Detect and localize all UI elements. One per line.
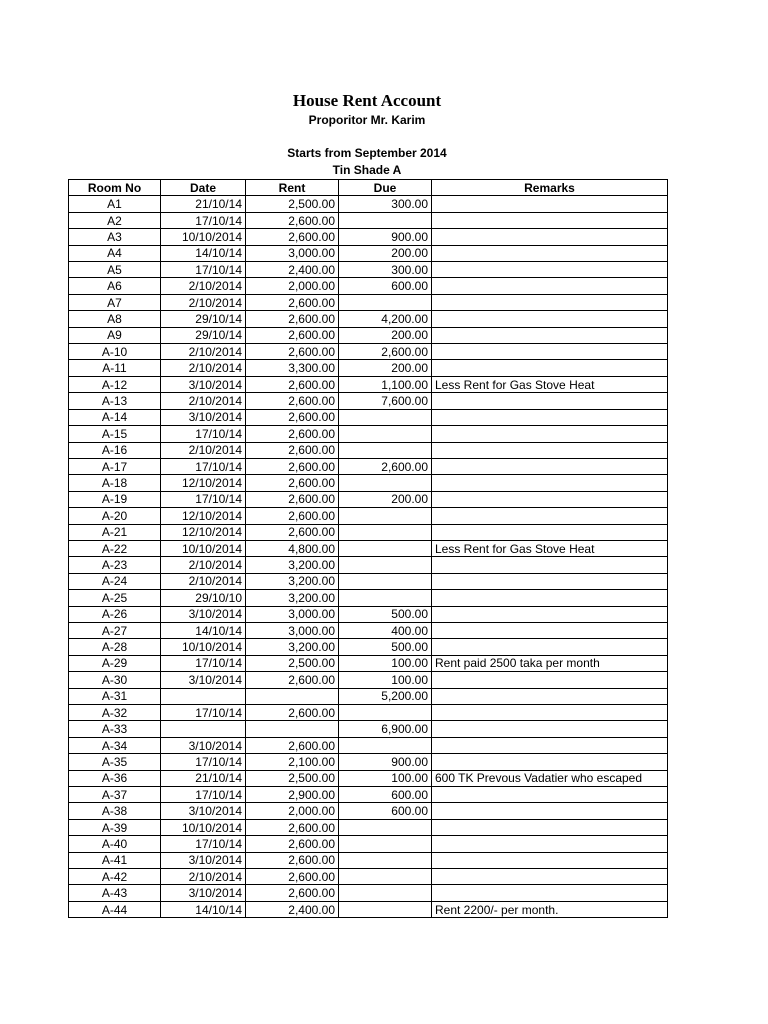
remarks-cell (432, 688, 668, 704)
room-no-cell: A-23 (69, 557, 161, 573)
table-row (69, 426, 668, 442)
rent-cell: 3,200.00 (246, 639, 339, 655)
due-cell (339, 442, 432, 458)
due-cell: 400.00 (339, 622, 432, 638)
rent-cell: 2,600.00 (246, 376, 339, 392)
table-row (69, 491, 668, 507)
due-cell (339, 508, 432, 524)
date-cell: 21/10/14 (161, 196, 246, 212)
remarks-cell: Rent paid 2500 taka per month (432, 655, 668, 671)
remarks-cell (432, 737, 668, 753)
room-no-cell: A-34 (69, 737, 161, 753)
rent-cell: 2,600.00 (246, 869, 339, 885)
room-no-cell: A4 (69, 245, 161, 261)
room-no-cell: A9 (69, 327, 161, 343)
remarks-cell (432, 787, 668, 803)
due-cell: 4,200.00 (339, 311, 432, 327)
document-title: House Rent Account (292, 91, 442, 110)
table-row (69, 475, 668, 491)
table-row (69, 590, 668, 606)
remarks-cell (432, 262, 668, 278)
table-row (69, 688, 668, 704)
rent-cell: 2,600.00 (246, 885, 339, 901)
due-cell: 600.00 (339, 278, 432, 294)
date-cell: 3/10/2014 (161, 672, 246, 688)
due-cell: 200.00 (339, 491, 432, 507)
rent-cell: 2,600.00 (246, 327, 339, 343)
date-cell: 2/10/2014 (161, 294, 246, 310)
due-cell: 900.00 (339, 229, 432, 245)
table-row (69, 245, 668, 261)
due-cell (339, 409, 432, 425)
date-cell: 17/10/14 (161, 787, 246, 803)
date-cell: 17/10/14 (161, 458, 246, 474)
remarks-cell (432, 508, 668, 524)
due-cell (339, 212, 432, 228)
rent-cell: 2,600.00 (246, 409, 339, 425)
due-cell: 2,600.00 (339, 344, 432, 360)
room-no-cell: A-43 (69, 885, 161, 901)
remarks-cell (432, 672, 668, 688)
due-cell: 500.00 (339, 639, 432, 655)
date-cell: 17/10/14 (161, 655, 246, 671)
rent-cell: 2,600.00 (246, 442, 339, 458)
room-no-cell: A3 (69, 229, 161, 245)
table-row (69, 754, 668, 770)
date-cell: 10/10/2014 (161, 229, 246, 245)
remarks-cell (432, 475, 668, 491)
due-cell (339, 590, 432, 606)
table-row (69, 294, 668, 310)
table-row (69, 819, 668, 835)
due-cell: 600.00 (339, 803, 432, 819)
start-date-line: Starts from September 2014 (287, 146, 447, 160)
remarks-cell (432, 278, 668, 294)
column-header-room-no: Room No (69, 180, 161, 196)
due-cell (339, 475, 432, 491)
remarks-cell (432, 721, 668, 737)
remarks-cell (432, 311, 668, 327)
due-cell (339, 819, 432, 835)
rent-cell: 2,600.00 (246, 491, 339, 507)
remarks-cell (432, 458, 668, 474)
room-no-cell: A-35 (69, 754, 161, 770)
due-cell (339, 524, 432, 540)
table-row (69, 262, 668, 278)
remarks-cell (432, 491, 668, 507)
table-row (69, 508, 668, 524)
rent-cell: 2,000.00 (246, 278, 339, 294)
room-no-cell: A-25 (69, 590, 161, 606)
table-row (69, 639, 668, 655)
room-no-cell: A-14 (69, 409, 161, 425)
date-cell: 2/10/2014 (161, 442, 246, 458)
table-row (69, 409, 668, 425)
table-row (69, 606, 668, 622)
due-cell: 500.00 (339, 606, 432, 622)
room-no-cell: A-12 (69, 376, 161, 392)
due-cell: 100.00 (339, 655, 432, 671)
room-no-cell: A-17 (69, 458, 161, 474)
table-row (69, 458, 668, 474)
rent-cell: 2,600.00 (246, 311, 339, 327)
room-no-cell: A-22 (69, 540, 161, 556)
remarks-cell (432, 426, 668, 442)
date-cell: 10/10/2014 (161, 540, 246, 556)
remarks-cell (432, 344, 668, 360)
column-header-remarks: Remarks (432, 180, 668, 196)
room-no-cell: A-39 (69, 819, 161, 835)
remarks-cell: Less Rent for Gas Stove Heat (432, 540, 668, 556)
room-no-cell: A8 (69, 311, 161, 327)
room-no-cell: A-36 (69, 770, 161, 786)
due-cell: 100.00 (339, 770, 432, 786)
remarks-cell (432, 524, 668, 540)
rent-cell: 2,100.00 (246, 754, 339, 770)
remarks-cell (432, 606, 668, 622)
room-no-cell: A-40 (69, 836, 161, 852)
room-no-cell: A5 (69, 262, 161, 278)
remarks-cell (432, 573, 668, 589)
due-cell (339, 573, 432, 589)
remarks-cell (432, 442, 668, 458)
date-cell: 14/10/14 (161, 622, 246, 638)
table-row (69, 705, 668, 721)
rent-cell: 2,600.00 (246, 229, 339, 245)
remarks-cell (432, 869, 668, 885)
table-row (69, 672, 668, 688)
rent-cell: 2,400.00 (246, 262, 339, 278)
room-no-cell: A-32 (69, 705, 161, 721)
remarks-cell (432, 212, 668, 228)
rent-cell: 3,000.00 (246, 606, 339, 622)
table-row (69, 229, 668, 245)
rent-cell: 2,600.00 (246, 524, 339, 540)
header-row (69, 180, 668, 196)
table-row (69, 869, 668, 885)
date-cell: 17/10/14 (161, 212, 246, 228)
remarks-cell: Less Rent for Gas Stove Heat (432, 376, 668, 392)
date-cell: 3/10/2014 (161, 852, 246, 868)
room-no-cell: A-33 (69, 721, 161, 737)
date-cell: 12/10/2014 (161, 524, 246, 540)
date-cell: 3/10/2014 (161, 737, 246, 753)
room-no-cell: A-18 (69, 475, 161, 491)
room-no-cell: A-16 (69, 442, 161, 458)
table-row (69, 901, 668, 917)
date-cell: 2/10/2014 (161, 573, 246, 589)
table-row (69, 573, 668, 589)
remarks-cell (432, 196, 668, 212)
date-cell: 29/10/10 (161, 590, 246, 606)
room-no-cell: A6 (69, 278, 161, 294)
remarks-cell (432, 327, 668, 343)
rent-cell: 3,300.00 (246, 360, 339, 376)
table-header (69, 180, 668, 196)
room-no-cell: A-13 (69, 393, 161, 409)
date-cell: 2/10/2014 (161, 278, 246, 294)
due-cell: 300.00 (339, 262, 432, 278)
rent-cell: 2,000.00 (246, 803, 339, 819)
room-no-cell: A-41 (69, 852, 161, 868)
remarks-cell (432, 639, 668, 655)
rent-cell: 2,600.00 (246, 475, 339, 491)
table-row (69, 196, 668, 212)
remarks-cell (432, 852, 668, 868)
rent-cell: 2,500.00 (246, 196, 339, 212)
date-cell: 2/10/2014 (161, 360, 246, 376)
rent-cell: 2,900.00 (246, 787, 339, 803)
due-cell (339, 426, 432, 442)
room-no-cell: A-11 (69, 360, 161, 376)
rent-cell: 2,400.00 (246, 901, 339, 917)
rent-cell: 2,600.00 (246, 344, 339, 360)
due-cell: 200.00 (339, 360, 432, 376)
date-cell: 17/10/14 (161, 426, 246, 442)
date-cell: 17/10/14 (161, 836, 246, 852)
date-cell: 3/10/2014 (161, 885, 246, 901)
date-cell: 21/10/14 (161, 770, 246, 786)
rent-cell: 2,600.00 (246, 836, 339, 852)
room-no-cell: A2 (69, 212, 161, 228)
room-no-cell: A-28 (69, 639, 161, 655)
rent-cell: 2,600.00 (246, 458, 339, 474)
table-row (69, 557, 668, 573)
due-cell: 2,600.00 (339, 458, 432, 474)
due-cell: 200.00 (339, 327, 432, 343)
rent-cell: 3,200.00 (246, 573, 339, 589)
date-cell: 29/10/14 (161, 327, 246, 343)
rent-cell: 2,600.00 (246, 819, 339, 835)
date-cell: 2/10/2014 (161, 393, 246, 409)
remarks-cell (432, 803, 668, 819)
table-row (69, 852, 668, 868)
table-row (69, 278, 668, 294)
room-no-cell: A-31 (69, 688, 161, 704)
remarks-cell (432, 622, 668, 638)
remarks-cell (432, 885, 668, 901)
date-cell: 2/10/2014 (161, 869, 246, 885)
table-row (69, 376, 668, 392)
room-no-cell: A-24 (69, 573, 161, 589)
rent-cell: 2,500.00 (246, 770, 339, 786)
table-body (69, 196, 668, 918)
rent-cell: 2,600.00 (246, 705, 339, 721)
table-row (69, 721, 668, 737)
due-cell (339, 294, 432, 310)
date-cell (161, 721, 246, 737)
table-row (69, 311, 668, 327)
remarks-cell: 600 TK Prevous Vadatier who escaped (432, 770, 668, 786)
table-row (69, 770, 668, 786)
remarks-cell (432, 393, 668, 409)
column-header-due: Due (339, 180, 432, 196)
room-no-cell: A-27 (69, 622, 161, 638)
rent-cell: 2,600.00 (246, 852, 339, 868)
room-no-cell: A-29 (69, 655, 161, 671)
remarks-cell (432, 754, 668, 770)
date-cell: 17/10/14 (161, 491, 246, 507)
shade-name-line: Tin Shade A (332, 163, 402, 177)
room-no-cell: A-21 (69, 524, 161, 540)
due-cell: 600.00 (339, 787, 432, 803)
remarks-cell: Rent 2200/- per month. (432, 901, 668, 917)
table-row (69, 787, 668, 803)
due-cell: 7,600.00 (339, 393, 432, 409)
remarks-cell (432, 705, 668, 721)
table-row (69, 442, 668, 458)
rent-cell: 2,500.00 (246, 655, 339, 671)
rent-table (68, 179, 668, 918)
table-row (69, 803, 668, 819)
remarks-cell (432, 245, 668, 261)
due-cell (339, 557, 432, 573)
due-cell: 1,100.00 (339, 376, 432, 392)
rent-cell: 2,600.00 (246, 212, 339, 228)
rent-cell: 2,600.00 (246, 737, 339, 753)
date-cell: 17/10/14 (161, 705, 246, 721)
date-cell: 2/10/2014 (161, 344, 246, 360)
table-row (69, 836, 668, 852)
remarks-cell (432, 836, 668, 852)
column-header-date: Date (161, 180, 246, 196)
due-cell: 5,200.00 (339, 688, 432, 704)
due-cell (339, 869, 432, 885)
due-cell: 100.00 (339, 672, 432, 688)
room-no-cell: A-30 (69, 672, 161, 688)
due-cell: 200.00 (339, 245, 432, 261)
room-no-cell: A-15 (69, 426, 161, 442)
date-cell: 3/10/2014 (161, 606, 246, 622)
room-no-cell: A-10 (69, 344, 161, 360)
remarks-cell (432, 590, 668, 606)
remarks-cell (432, 819, 668, 835)
remarks-cell (432, 409, 668, 425)
date-cell: 3/10/2014 (161, 376, 246, 392)
table-row (69, 327, 668, 343)
table-row (69, 344, 668, 360)
due-cell (339, 705, 432, 721)
due-cell (339, 852, 432, 868)
rent-cell: 3,000.00 (246, 622, 339, 638)
due-cell (339, 737, 432, 753)
table-row (69, 212, 668, 228)
rent-cell: 2,600.00 (246, 508, 339, 524)
due-cell (339, 836, 432, 852)
date-cell: 12/10/2014 (161, 508, 246, 524)
remarks-cell (432, 229, 668, 245)
rent-cell: 2,600.00 (246, 672, 339, 688)
rent-cell (246, 688, 339, 704)
room-no-cell: A-44 (69, 901, 161, 917)
table-row (69, 737, 668, 753)
table-row (69, 360, 668, 376)
rent-cell: 2,600.00 (246, 393, 339, 409)
date-cell: 2/10/2014 (161, 557, 246, 573)
room-no-cell: A1 (69, 196, 161, 212)
rent-cell: 3,200.00 (246, 557, 339, 573)
room-no-cell: A-19 (69, 491, 161, 507)
date-cell: 12/10/2014 (161, 475, 246, 491)
rent-cell: 3,200.00 (246, 590, 339, 606)
room-no-cell: A-38 (69, 803, 161, 819)
date-cell: 3/10/2014 (161, 409, 246, 425)
table-row (69, 655, 668, 671)
rent-cell (246, 721, 339, 737)
due-cell (339, 885, 432, 901)
room-no-cell: A-20 (69, 508, 161, 524)
date-cell (161, 688, 246, 704)
date-cell: 14/10/14 (161, 901, 246, 917)
date-cell: 29/10/14 (161, 311, 246, 327)
table-row (69, 393, 668, 409)
room-no-cell: A-37 (69, 787, 161, 803)
table-row (69, 885, 668, 901)
rent-cell: 3,000.00 (246, 245, 339, 261)
remarks-cell (432, 557, 668, 573)
date-cell: 17/10/14 (161, 754, 246, 770)
date-cell: 10/10/2014 (161, 639, 246, 655)
date-cell: 17/10/14 (161, 262, 246, 278)
room-no-cell: A-26 (69, 606, 161, 622)
date-cell: 3/10/2014 (161, 803, 246, 819)
table-row (69, 622, 668, 638)
date-cell: 14/10/14 (161, 245, 246, 261)
room-no-cell: A-42 (69, 869, 161, 885)
due-cell: 300.00 (339, 196, 432, 212)
due-cell: 900.00 (339, 754, 432, 770)
rent-cell: 2,600.00 (246, 426, 339, 442)
date-cell: 10/10/2014 (161, 819, 246, 835)
rent-cell: 4,800.00 (246, 540, 339, 556)
column-header-rent: Rent (246, 180, 339, 196)
due-cell (339, 901, 432, 917)
rent-cell: 2,600.00 (246, 294, 339, 310)
remarks-cell (432, 360, 668, 376)
due-cell (339, 540, 432, 556)
room-no-cell: A7 (69, 294, 161, 310)
remarks-cell (432, 294, 668, 310)
proprietor-line: Proporitor Mr. Karim (308, 113, 426, 127)
table-row (69, 524, 668, 540)
due-cell: 6,900.00 (339, 721, 432, 737)
table-row (69, 540, 668, 556)
